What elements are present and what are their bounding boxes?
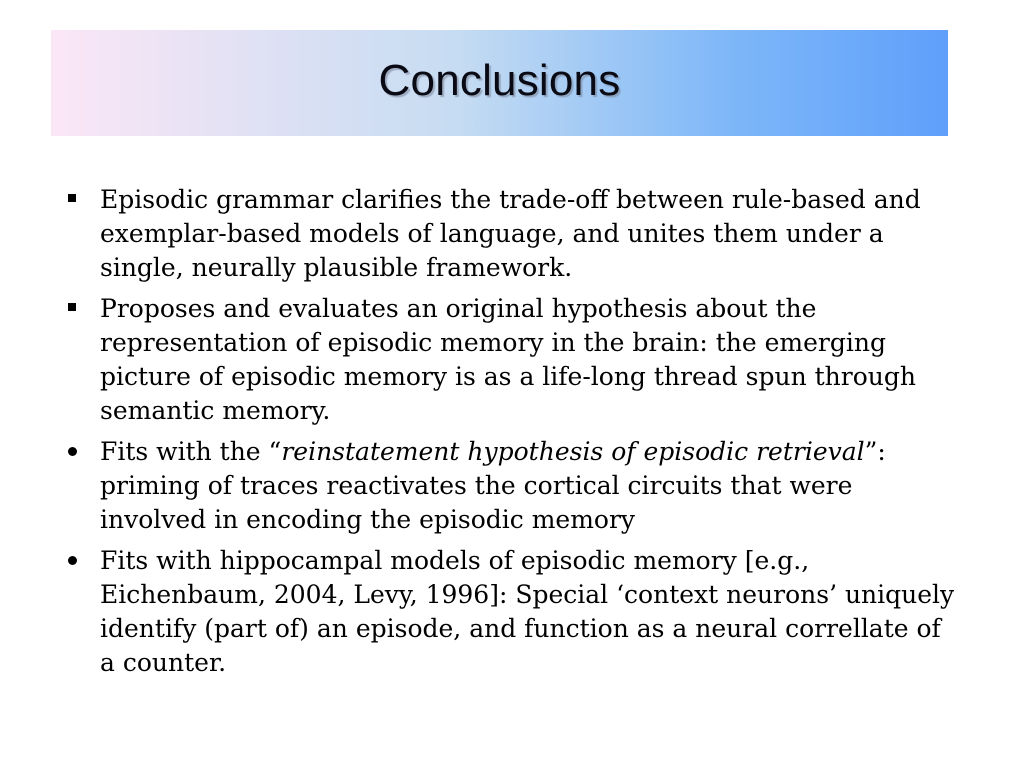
bullet-item-1 [60,183,960,285]
title-bar [51,30,948,136]
bullet-item-3 [60,435,960,537]
bullet-text: Proposes and evaluates an original hypothesis about the representation of episodic memory in the brain: the emerging picture of episodic memory is as a life-long thread spun through semantic memory. [100,294,916,425]
bullet-item-4 [60,544,960,680]
bullet-list [60,183,960,687]
round-bullet-icon [60,435,84,456]
bullet-text: Fits with hippocampal models of episodic memory [e.g., Eichenbaum, 2004, Levy, 1996]: Special ‘context neurons’ uniquely identify (part of) an episode, and function as a neural correllate of a counter. [100,546,955,677]
bullet-text-italic: reinstatement hypothesis of episodic retrieval [281,437,865,466]
square-bullet-icon [60,183,84,202]
bullet-text: Episodic grammar clarifies the trade-off between rule-based and exemplar-based models of language, and unites them under a single, neurally plausible framework. [100,185,921,282]
square-bullet-icon [60,292,84,311]
slide-title: Conclusions [378,56,621,105]
bullet-item-2 [60,292,960,428]
bullet-text-before: Fits with the “ [100,437,282,466]
bullet-text-after: ”: priming of traces reactivates the cortical circuits that were involved in encoding the episodic memory [100,437,886,534]
round-bullet-icon [60,544,84,565]
bullet-text [100,437,886,534]
